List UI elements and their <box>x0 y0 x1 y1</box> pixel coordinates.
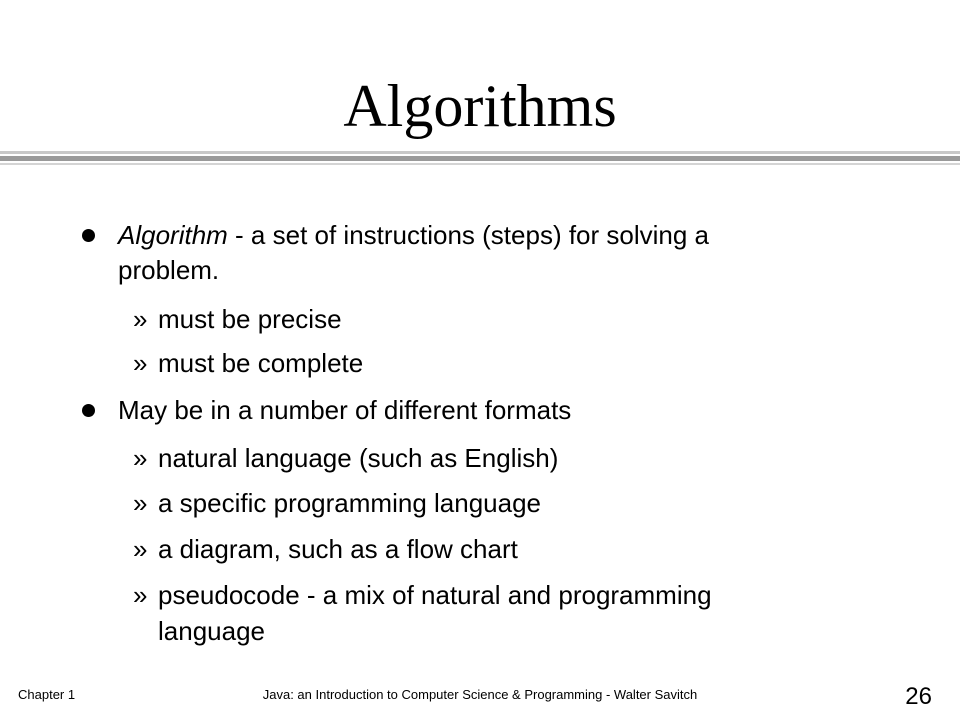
sub-item: must be complete <box>158 348 364 378</box>
sub-marker: » <box>133 580 148 610</box>
bullet-dot-1 <box>82 229 95 242</box>
bullet-2: May be in a number of different formats <box>118 395 572 425</box>
bullet-1-term: Algorithm <box>118 220 228 250</box>
bullet-1-continued: problem. <box>118 255 220 285</box>
bullet-1 <box>118 218 878 252</box>
sub-item: must be precise <box>158 304 342 334</box>
sub-item-continued: language <box>158 616 265 646</box>
sub-marker: » <box>133 534 148 564</box>
sub-marker: » <box>133 443 148 473</box>
footer-course: Java: an Introduction to Computer Science & Programming - Walter Savitch <box>262 687 698 702</box>
sub-marker: » <box>133 348 148 378</box>
bullet-dot-2 <box>82 404 95 417</box>
sub-marker: » <box>133 488 148 518</box>
page-number: 26 <box>905 683 932 710</box>
footer-chapter: Chapter 1 <box>18 687 76 702</box>
sub-item: natural language (such as English) <box>158 443 559 473</box>
sub-item: a specific programming language <box>158 488 541 518</box>
bullet-1-text: - a set of instructions (steps) for solving a <box>227 220 710 250</box>
sub-item: pseudocode - a mix of natural and programming <box>158 580 712 610</box>
sub-marker: » <box>133 304 148 334</box>
sub-item: a diagram, such as a flow chart <box>158 534 518 564</box>
page-title: Algorithms <box>343 73 617 139</box>
